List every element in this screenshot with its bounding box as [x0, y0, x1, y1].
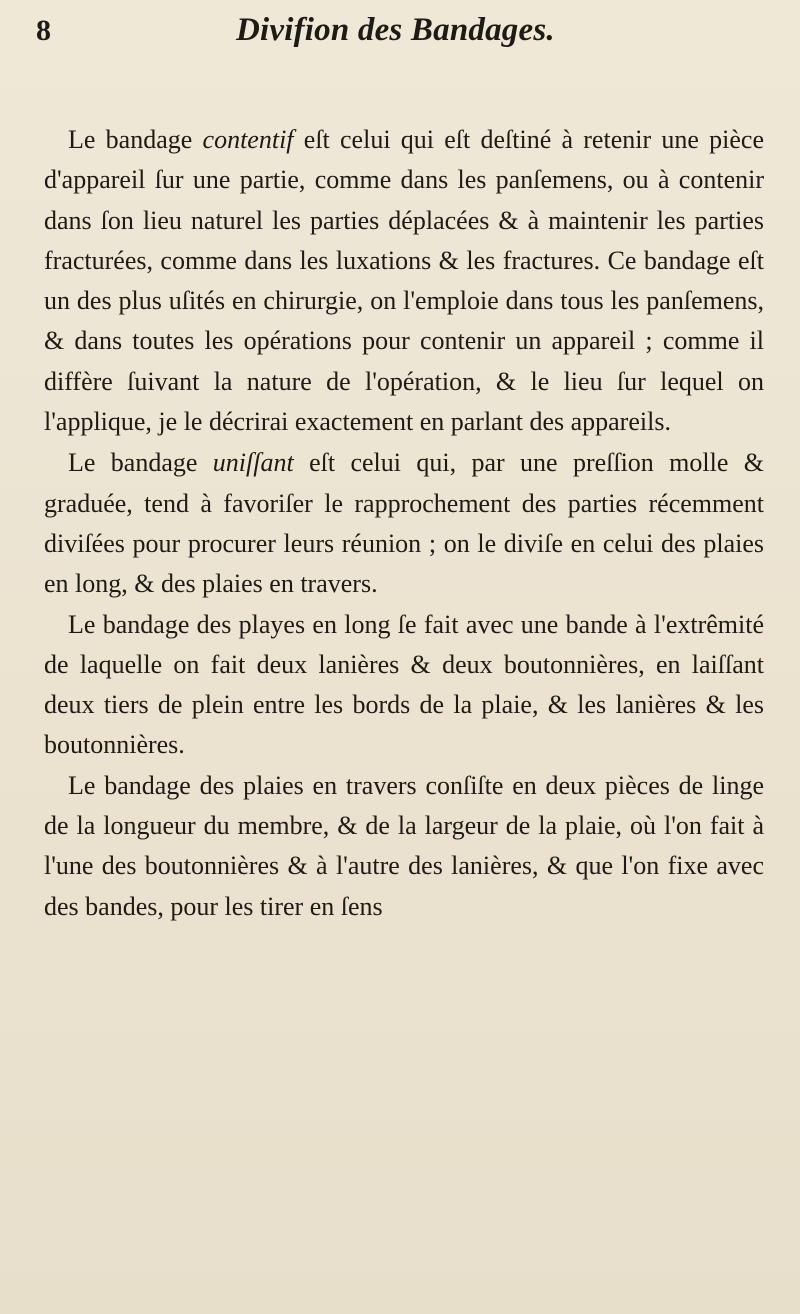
paragraph-text: Le bandage des plaies en travers conſiſte en deux pièces de linge de la longueur du membre, & de la largeur de la plaie, où l'on fait à l'une des boutonnières & à l'autre des lanières, & que l'on fixe avec des bandes, pour les tirer en ſens: [44, 770, 764, 921]
paragraph-text-start: Le bandage: [68, 125, 203, 154]
page-number: 8: [36, 14, 51, 47]
term-unissant: uniſſant: [212, 448, 294, 478]
paragraph-text-rest: eſt celui qui, par une preſſion molle & graduée, tend à favoriſer le rapprochement des parties récemment diviſées pour procurer leurs réunion ; on le diviſe en celui des plaies en long, & des plaies en travers.: [44, 448, 764, 599]
page-header: [36, 12, 756, 62]
paragraph-text-start: Le bandage: [68, 448, 213, 478]
paragraph-text-rest: eſt celui qui eſt deſtiné à retenir une pièce d'appareil ſur une partie, comme dans les panſemens, ou à contenir dans ſon lieu naturel les parties déplacées & à maintenir les parties fracturées, comme dans les luxations & les fractures. Ce bandage eſt un des plus uſités en chirurgie, on l'emploie dans tous les panſemens, & dans toutes les opérations pour contenir un appareil ; comme il diffère ſuivant la nature de l'opération, & le lieu ſur lequel on l'applique, je le décrirai exactement en parlant des appareils.: [44, 125, 764, 437]
paragraph-bandage-unissant: [44, 443, 764, 604]
paragraph-plaies-en-travers: [44, 766, 764, 927]
paragraph-plaies-en-long: [44, 605, 764, 766]
paragraph-bandage-contentif: [44, 120, 764, 442]
running-head: Divifion des Bandages.: [236, 12, 555, 48]
term-contentif: contentif: [202, 125, 294, 154]
paragraph-text: Le bandage des playes en long ſe fait avec une bande à l'extrêmité de laquelle on fait deux lanières & deux boutonnières, en laiſſant deux tiers de plein entre les bords de la plaie, & les lanières & les boutonnières.: [44, 609, 764, 760]
body-text: [44, 120, 764, 927]
